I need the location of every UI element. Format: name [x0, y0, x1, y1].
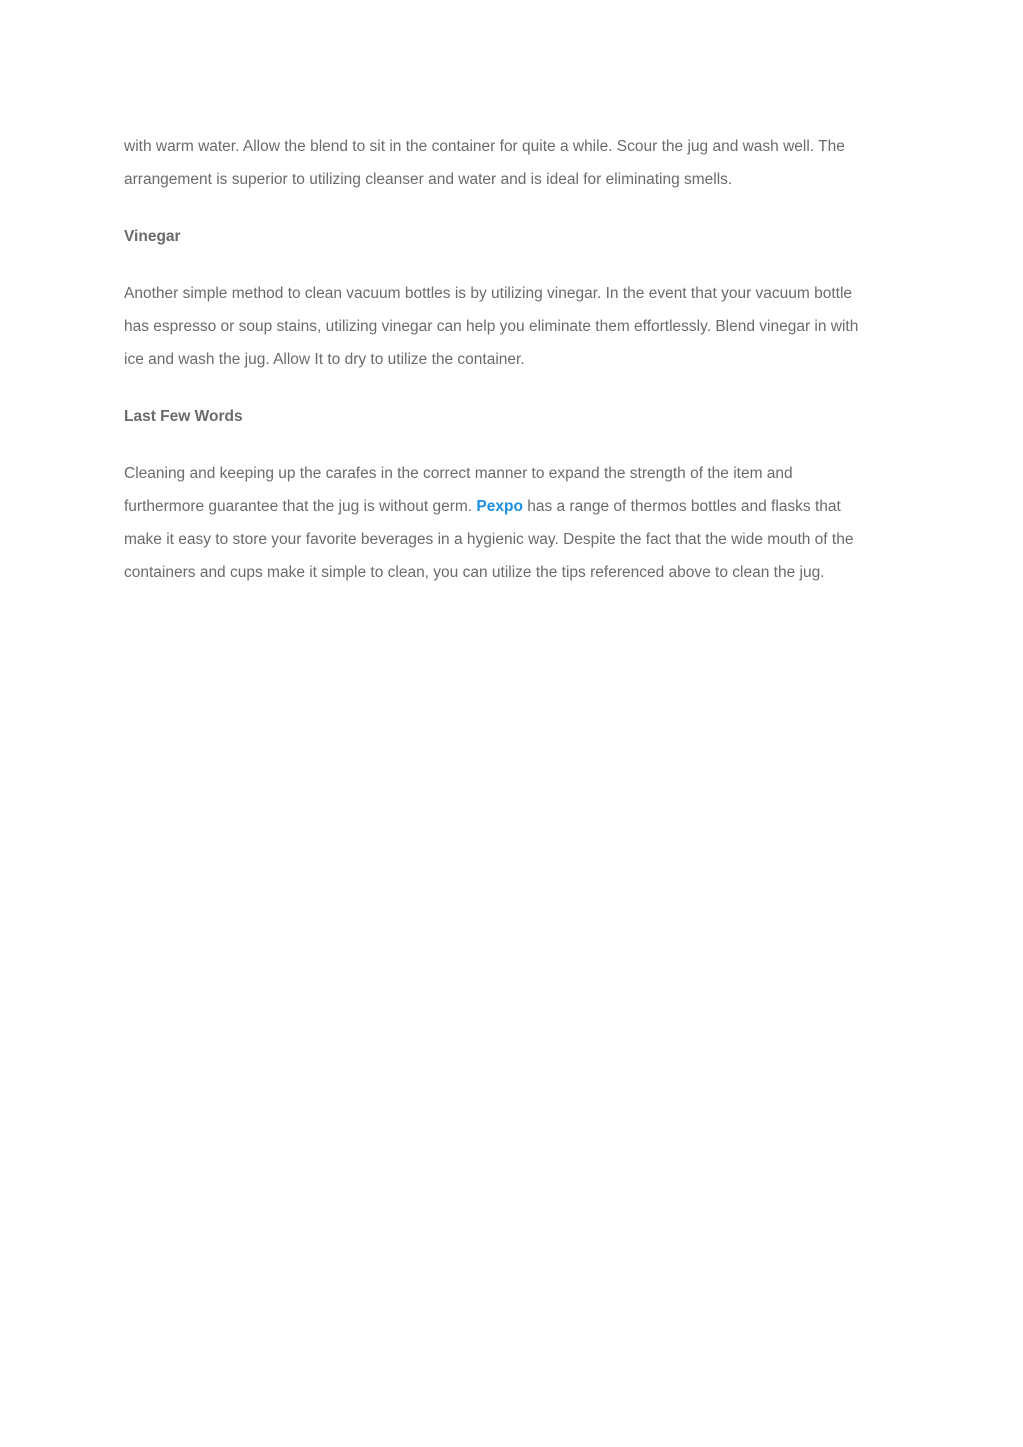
paragraph-line: Another simple method to clean vacuum bottles is by utilizing vinegar. In the event that your vacuum bottle [124, 285, 853, 302]
paragraph-line: has espresso or soup stains, utilizing vinegar can help you eliminate them effortlessly. Blend vinegar in with [124, 318, 859, 335]
line-text-before-link: furthermore guarantee that the jug is without germ. [124, 498, 477, 515]
section-heading-last-few-words: Last Few Words [124, 408, 243, 425]
paragraph-line-with-link [124, 490, 914, 523]
paragraph-line: with warm water. Allow the blend to sit in the container for quite a while. Scour the jug and wash well. The [124, 138, 845, 155]
document-page [124, 130, 914, 589]
section-heading-vinegar: Vinegar [124, 228, 181, 245]
vinegar-paragraph [124, 277, 914, 376]
pexpo-link[interactable]: Pexpo [476, 498, 523, 515]
paragraph-line: arrangement is superior to utilizing cleanser and water and is ideal for eliminating smells. [124, 171, 733, 188]
line-text-after-link: has a range of thermos bottles and flasks that [522, 498, 841, 515]
intro-paragraph [124, 130, 914, 196]
paragraph-line: containers and cups make it simple to clean, you can utilize the tips referenced above to clean the jug. [124, 564, 825, 581]
paragraph-line: ice and wash the jug. Allow It to dry to utilize the container. [124, 351, 525, 368]
paragraph-line: Cleaning and keeping up the carafes in the correct manner to expand the strength of the item and [124, 465, 793, 482]
last-words-paragraph [124, 457, 914, 589]
paragraph-line: make it easy to store your favorite beverages in a hygienic way. Despite the fact that the wide mouth of the [124, 531, 854, 548]
